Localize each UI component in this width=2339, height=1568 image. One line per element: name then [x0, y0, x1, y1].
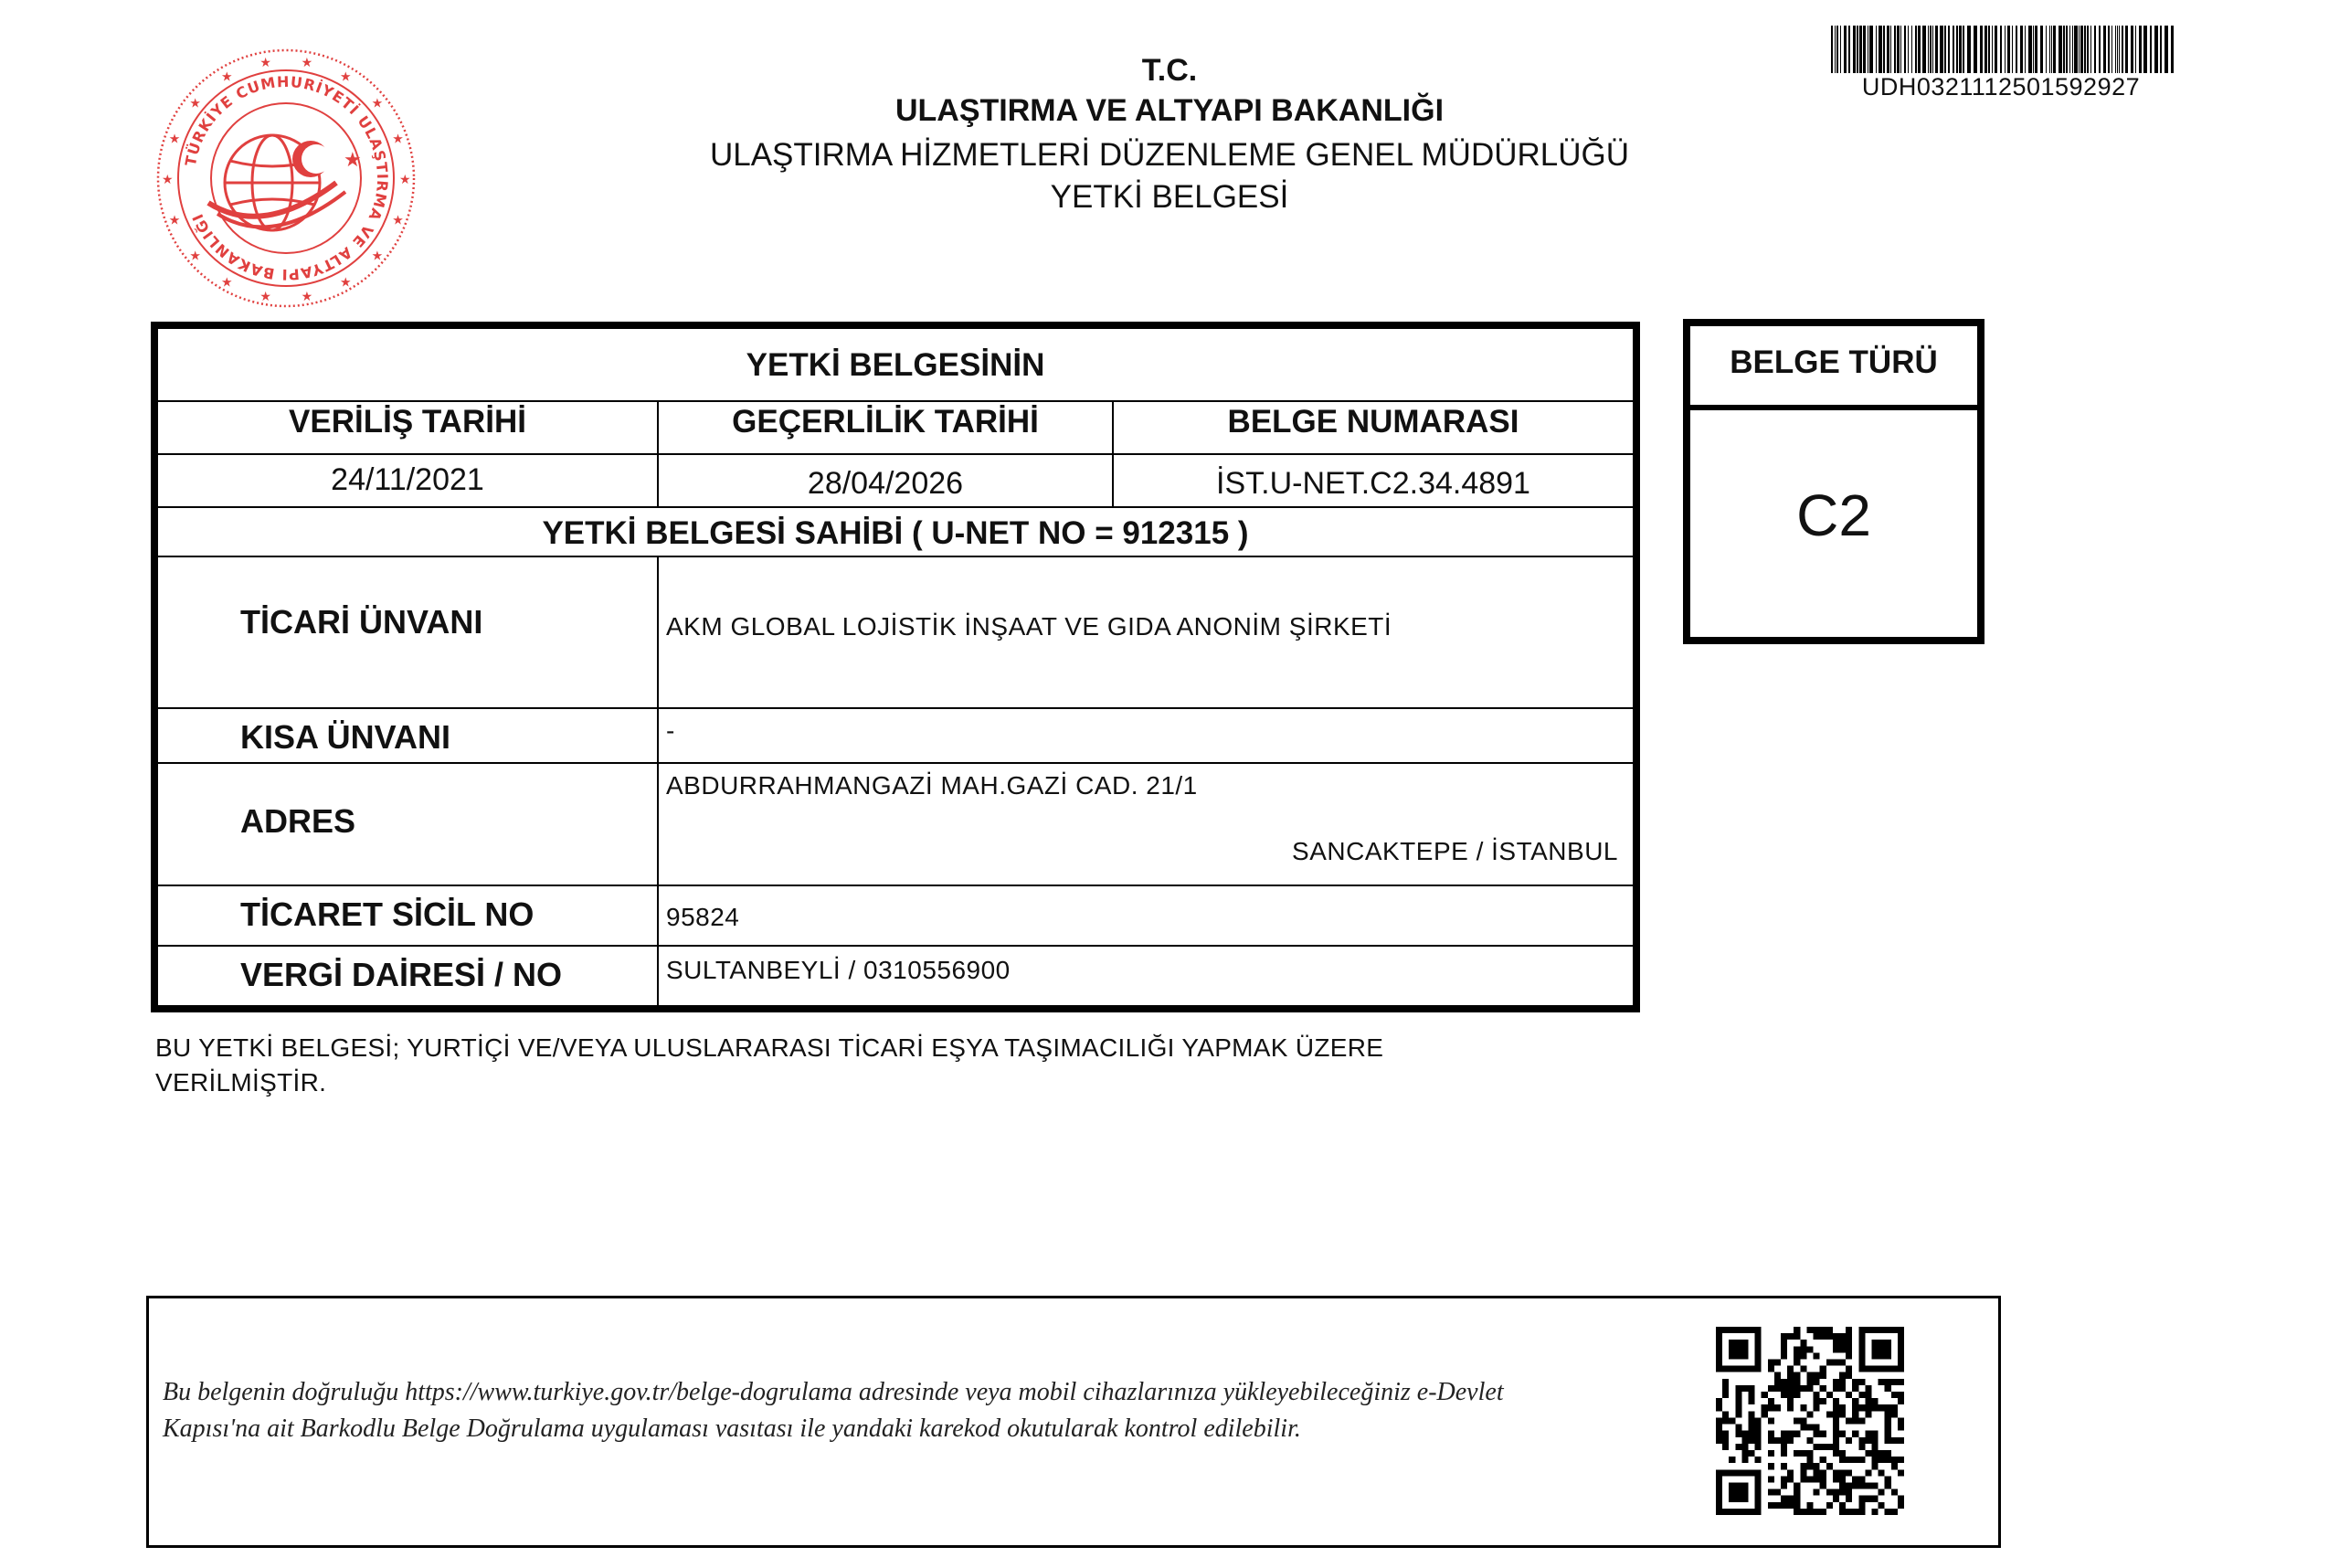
seal-star: ★: [221, 275, 233, 291]
seal-star: ★: [259, 290, 271, 304]
seal-star: ★: [189, 96, 201, 111]
header-tc: T.C.: [1141, 53, 1198, 88]
verification-line-2: Kapısı'na ait Barkodlu Belge Doğrulama uygulaması vasıtası ile yandaki karekod okutularak kontrol edilebilir.: [163, 1414, 1301, 1443]
document-type-box: [1683, 319, 1984, 644]
seal-star: ★: [168, 132, 181, 147]
seal-star: ★: [371, 96, 384, 111]
verification-text: [163, 1374, 1661, 1447]
document-type-value: C2: [1796, 482, 1871, 548]
svg-text:TÜRKİYE CUMHURİYETİ ULAŞTIRMA: [182, 73, 391, 283]
verification-line-1: Bu belgenin doğruluğu https://www.turkiye.gov.tr/belge-dogrulama adresinde veya mobil cihazlarınıza yükleyebileceğiniz e-Devlet: [163, 1378, 1504, 1406]
seal-star: ★: [392, 132, 404, 147]
registry-label: TİCARET SİCİL NO: [240, 895, 534, 933]
document-type-label: BELGE TÜRÜ: [1730, 344, 1938, 380]
cert-number-header: BELGE NUMARASI: [1227, 404, 1519, 440]
svg-text:★: ★: [344, 149, 362, 172]
ministry-seal: [153, 46, 418, 311]
valid-date-header: GEÇERLİLİK TARİHİ: [732, 404, 1039, 440]
seal-star: ★: [189, 249, 201, 264]
statement-line-2: VERİLMİŞTİR.: [155, 1068, 327, 1097]
seal-star: ★: [340, 275, 352, 291]
seal-star: ★: [340, 69, 352, 85]
trade-name-label: TİCARİ ÜNVANI: [240, 603, 483, 641]
seal-star: ★: [162, 173, 174, 187]
address-line-2: SANCAKTEPE / İSTANBUL: [1292, 837, 1618, 865]
seal-star: ★: [371, 249, 384, 264]
seal-star: ★: [301, 56, 313, 70]
header-directorate: ULAŞTIRMA HİZMETLERİ DÜZENLEME GENEL MÜDÜRLÜĞÜ: [709, 137, 1630, 173]
address-label: ADRES: [240, 802, 356, 840]
seal-star: ★: [221, 69, 233, 85]
cert-number-value: İST.U-NET.C2.34.4891: [1216, 466, 1530, 501]
short-name-value: -: [666, 716, 675, 745]
section-title: YETKİ BELGESİNİN: [746, 347, 1045, 383]
seal-ring-text: TÜRKİYE CUMHURİYETİ ULAŞTIRMA VE ALTYAPI BAKANLIĞI: [181, 72, 392, 284]
issue-date-header: VERİLİŞ TARİHİ: [289, 404, 526, 440]
registry-value: 95824: [666, 903, 740, 931]
trade-name-value: AKM GLOBAL LOJİSTİK İNŞAAT VE GIDA ANONİM ŞİRKETİ: [666, 612, 1392, 641]
issue-date-value: 24/11/2021: [331, 462, 484, 497]
barcode: [1831, 26, 2178, 73]
valid-date-value: 28/04/2026: [807, 466, 964, 501]
seal-star: ★: [392, 213, 404, 228]
seal-star: ★: [168, 213, 181, 228]
tax-value: SULTANBEYLİ / 0310556900: [666, 956, 1011, 984]
seal-star: ★: [399, 173, 411, 187]
header-ministry: ULAŞTIRMA VE ALTYAPI BAKANLIĞI: [894, 93, 1445, 128]
tax-label: VERGİ DAİRESİ / NO: [240, 956, 563, 993]
seal-star: ★: [301, 290, 313, 304]
holder-title: YETKİ BELGESİ SAHİBİ ( U-NET NO = 912315 ): [542, 515, 1249, 551]
seal-star: ★: [259, 56, 271, 70]
header-document-title: YETKİ BELGESİ: [1050, 179, 1289, 215]
barcode-number: UDH0321112501592927: [1861, 73, 2141, 101]
address-line-1: ABDURRAHMANGAZİ MAH.GAZİ CAD. 21/1: [666, 771, 1198, 800]
certificate-table: [151, 322, 1640, 1012]
qr-code: [1716, 1327, 1904, 1515]
authorization-statement: [155, 1031, 1617, 1100]
short-name-label: KISA ÜNVANI: [240, 718, 451, 756]
statement-line-1: BU YETKİ BELGESİ; YURTİÇİ VE/VEYA ULUSLARARASI TİCARİ EŞYA TAŞIMACILIĞI YAPMAK ÜZERE: [155, 1033, 1384, 1062]
